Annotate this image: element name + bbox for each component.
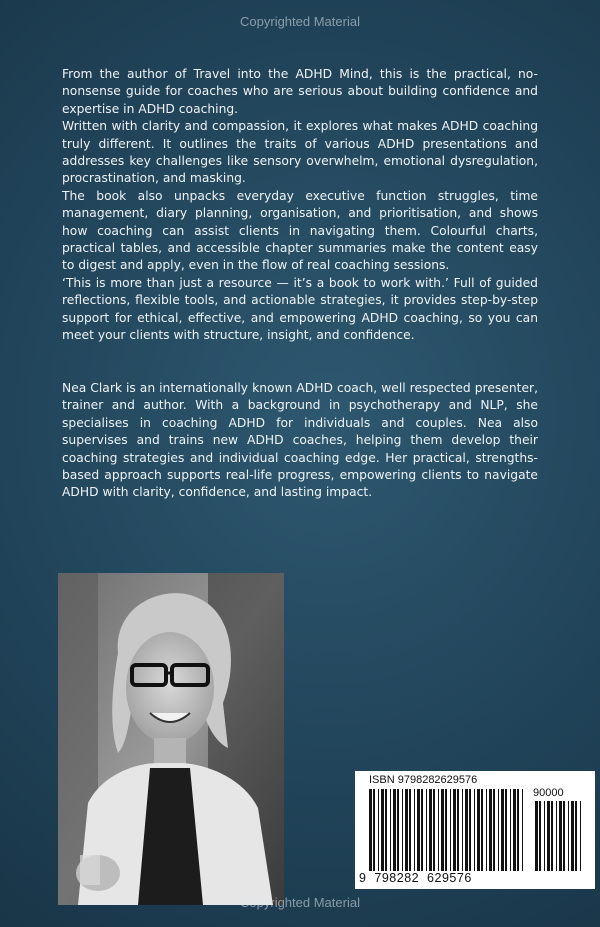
barcode-bar: [465, 789, 468, 871]
isbn-barcode: [355, 771, 595, 889]
barcode-bar: [373, 789, 375, 871]
barcode-bar: [417, 789, 420, 871]
barcode-bar: [539, 801, 541, 871]
barcode-bar: [457, 789, 459, 871]
barcode-bar: [438, 789, 439, 871]
barcode-bar: [517, 789, 519, 871]
blurb-paragraph: Written with clarity and compassion, it explores what makes ADHD coaching truly different. It outlines the traits of various ADHD presentations and addresses key challenges like sensory overwhelm, emotional dysregulation, procrastination, and masking.: [62, 119, 538, 186]
barcode-bar: [559, 801, 562, 871]
watermark-top: Copyrighted Material: [240, 14, 360, 29]
barcode-bar: [381, 789, 384, 871]
barcode-bar: [378, 789, 379, 871]
barcode-bar: [547, 801, 550, 871]
barcode-bar: [397, 789, 399, 871]
watermark-bottom: Copyrighted Material: [240, 895, 360, 910]
barcode-bar: [522, 789, 523, 871]
isbn-label: ISBN 9798282629576: [369, 774, 478, 786]
barcode-bar: [474, 789, 475, 871]
barcode-bar: [493, 789, 495, 871]
blurb-paragraph: From the author of Travel into the ADHD Mind, this is the practical, no-nonsense guide for coaches who are serious about building confidence and expertise in ADHD coaching.: [62, 67, 538, 116]
barcode-bar: [501, 789, 504, 871]
barcode-bar: [551, 801, 553, 871]
barcode-bar: [489, 789, 492, 871]
barcode-bar: [385, 789, 387, 871]
barcode-bar: [402, 789, 403, 871]
barcode-bar: [535, 801, 538, 871]
barcode-bar: [414, 789, 415, 871]
barcode-bar: [433, 789, 435, 871]
bio-paragraph: Nea Clark is an internationally known ADHD coach, well respected presenter, trainer and author. With a background in psychotherapy and NLP, she specialises in coaching ADHD for individuals and couples. Nea also supervises and trains new ADHD coaches, helping them develop their coaching strategies and individual coaching edge. Her practical, strengths-based approach supports real-life progress, empowering clients to navigate ADHD with clarity, confidence, and lasting impact.: [62, 381, 538, 500]
barcode-bar: [513, 789, 516, 871]
book-blurb: [62, 66, 538, 345]
barcode-bar: [393, 789, 396, 871]
blurb-paragraph: ‘This is more than just a resource — it’s a book to work with.’ Full of guided reflections, flexible tools, and actionable strategies, it provides step-by-step support for ethical, effective, and empowering ADHD coaching, so you can meet your clients with structure, insight, and confidence.: [62, 275, 538, 343]
author-bio: [62, 380, 538, 502]
blurb-paragraph: The book also unpacks everyday executive function struggles, time management, diary planning, organisation, and prioritisation, and shows how coaching can assist clients in navigating them. Colourful charts, practical tables, and accessible chapter summaries make the content easy to digest and apply, even in the flow of real coaching sessions.: [62, 188, 538, 273]
author-photo: [58, 573, 284, 905]
barcode-bar: [481, 789, 483, 871]
barcode-bar: [441, 789, 444, 871]
barcode-bar: [563, 801, 565, 871]
barcode-bar: [453, 789, 456, 871]
barcode-bar: [369, 789, 372, 871]
barcode-bar: [544, 801, 545, 871]
barcode-bar: [505, 789, 507, 871]
barcode-bar: [469, 789, 471, 871]
barcode-bar: [498, 789, 499, 871]
barcode-bar: [390, 789, 391, 871]
barcode-bar: [429, 789, 432, 871]
barcode-digits: 9 798282 629576: [359, 871, 472, 885]
barcode-bar: [571, 801, 574, 871]
barcode-bar: [556, 801, 557, 871]
barcode-bar: [580, 801, 581, 871]
barcode-bar: [450, 789, 451, 871]
barcode-bar: [409, 789, 411, 871]
price-addon: 90000: [533, 787, 564, 799]
barcode-bar: [568, 801, 569, 871]
barcode-bar: [486, 789, 487, 871]
barcode-bar: [510, 789, 511, 871]
barcode-bar: [462, 789, 463, 871]
barcode-bar: [426, 789, 427, 871]
barcode-bar: [477, 789, 480, 871]
barcode-bar: [445, 789, 447, 871]
barcode-bar: [405, 789, 408, 871]
barcode-bar: [421, 789, 423, 871]
barcode-bar: [575, 801, 577, 871]
